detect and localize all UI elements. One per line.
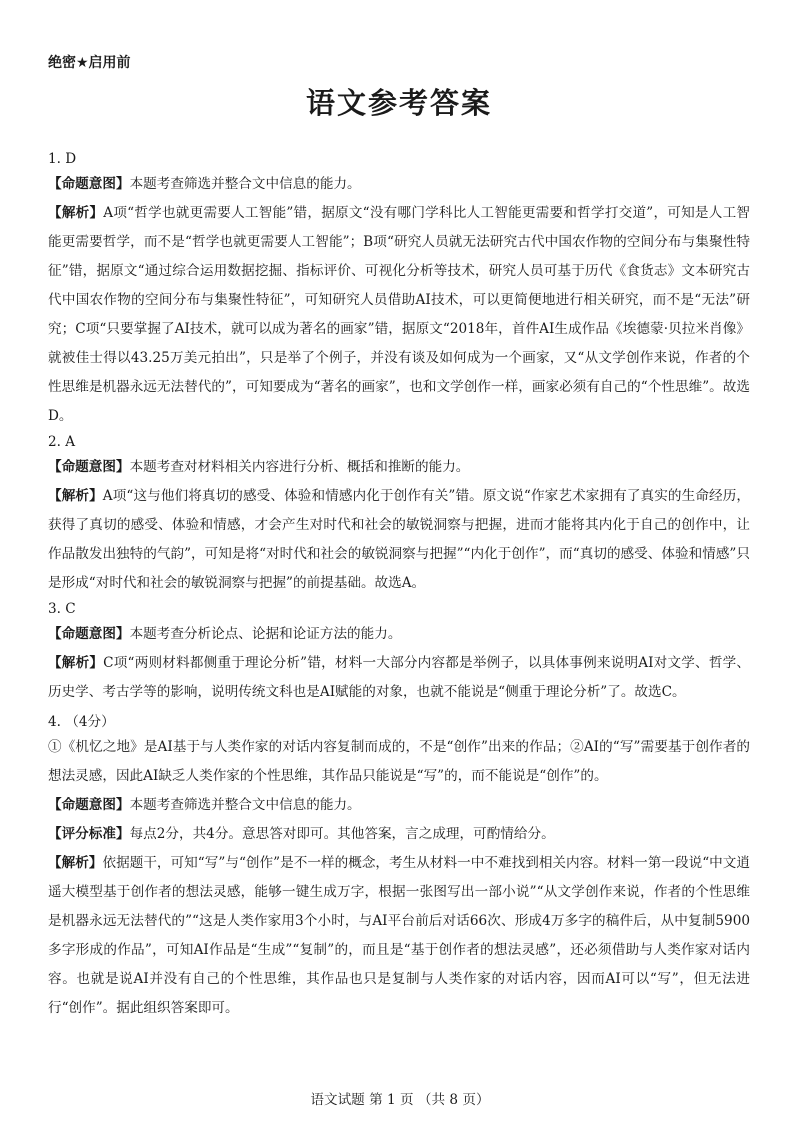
analysis-tag: 【解析】	[48, 655, 104, 671]
analysis-text: 依据题干，可知“写”与“创作”是不一样的概念，考生从材料一中不难找到相关内容。材料一第一段说“中文逍遥大模型基于创作者的想法灵感，能够一键生成万字，根据一张图写出一部小说”“从文学创作来说，作者的个性思维是机器永远无法替代的”“这是人类作家用3个小时，与AI平台前后对话66次、形成4万多字的稿件后，从中复制5900多字形成的作品”，可知AI作品是“生成”“复制”的，而且是“基于创作者的想法灵感”，还必须借助与人类作家对话内容。也就是说AI并没有自己的个性思维，其作品也只是复制与人类作家的对话内容，因而AI可以“写”，但无法进行“创作”。据此组织答案即可。	[48, 855, 751, 1016]
analysis-tag: 【解析】	[48, 205, 104, 221]
question-number: 3. C	[48, 601, 76, 617]
scoring-text: 每点2分，共4分。意思答对即可。其他答案，言之成理，可酌情给分。	[129, 826, 555, 842]
analysis-text: A项“哲学也就更需要人工智能”错，据原文“没有哪门学科比人工智能更需要和哲学打交道”，可知是人工智能更需要哲学，而不是“哲学也就更需要人工智能”；B项“研究人员就无法研究古代中国农作物的空间分布与集聚性特征”错，据原文“通过综合运用数据挖掘、指标评价、可视化分析等技术，研究人员可基于历代《食货志》文本研究古代中国农作物的空间分布与集聚性特征”，可知研究人员借助AI技术，可以更简便地进行相关研究，而不是“无法”研究；C项“只要掌握了AI技术，就可以成为著名的画家”错，据原文“2018年，首件AI生成作品《埃德蒙·贝拉米肖像》就被佳士得以43.25万美元拍出”，只是举了个例子，并没有谈及如何成为一个画家，又“从文学创作来说，作者的个性思维是机器永远无法替代的”，可知要成为“著名的画家”，也和文学创作一样，画家必须有自己的“个性思维”。故选D。	[48, 205, 750, 424]
analysis-text: A项“这与他们将真切的感受、体验和情感内化于创作有关”错。原文说“作家艺术家拥有了真实的生命经历，获得了真切的感受、体验和情感，才会产生对时代和社会的敏锐洞察与把握，进而才能将其内化于自己的创作中，让作品散发出独特的气韵”，可知是将“对时代和社会的敏锐洞察与把握”“内化于创作”，而“真切的感受、体验和情感”只是形成“对时代和社会的敏锐洞察与把握”的前提基础。故选A。	[48, 488, 750, 591]
intent-text: 本题考查筛选并整合文中信息的能力。	[129, 176, 361, 192]
answer-content	[48, 148, 750, 1023]
intent-tag: 【命题意图】	[48, 459, 130, 475]
analysis-paragraph	[48, 199, 750, 431]
intent-text: 本题考查对材料相关内容进行分析、概括和推断的能力。	[129, 459, 470, 475]
question-3	[48, 598, 750, 707]
question-1	[48, 148, 750, 431]
secret-mark: 绝密★启用前	[48, 55, 131, 71]
analysis-tag: 【解析】	[48, 855, 103, 871]
intent-text: 本题考查分析论点、论据和论证方法的能力。	[129, 626, 402, 642]
page-footer: 语文试题 第 1 页 （共 8 页）	[310, 1092, 490, 1108]
intent-tag: 【命题意图】	[48, 626, 130, 642]
intent-paragraph	[48, 453, 750, 482]
intent-tag: 【命题意图】	[48, 176, 130, 192]
analysis-text: C项“两则材料都侧重于理论分析”错，材料一大部分内容都是举例子，以具体事例来说明AI对文学、哲学、历史学、考古学等的影响，说明传统文科也是AI赋能的对象，也就不能说是“侧重于理论分析”了。故选C。	[48, 655, 751, 700]
intent-paragraph	[48, 791, 750, 820]
page-title: 语文参考答案	[305, 86, 492, 120]
scoring-tag: 【评分标准】	[48, 826, 130, 842]
intent-paragraph	[48, 170, 750, 199]
question-number: 1. D	[48, 151, 77, 167]
question-number: 2. A	[48, 434, 76, 450]
analysis-tag: 【解析】	[48, 488, 103, 504]
intent-tag: 【命题意图】	[48, 797, 130, 813]
scoring-paragraph	[48, 820, 750, 849]
analysis-paragraph	[48, 849, 750, 1023]
analysis-paragraph	[48, 649, 750, 707]
answer-paragraph: ①《机忆之地》是AI基于与人类作家的对话内容复制而成的，不是“创作”出来的作品；②AI的“写”需要基于创作者的想法灵感，因此AI缺乏人类作家的个性思维，其作品只能说是“写”的，而不能说是“创作”的。	[48, 739, 750, 784]
question-2	[48, 431, 750, 598]
intent-paragraph	[48, 620, 750, 649]
question-4	[48, 711, 750, 1023]
intent-text: 本题考查筛选并整合文中信息的能力。	[129, 797, 361, 813]
analysis-paragraph	[48, 482, 750, 598]
question-number: 4. （4分）	[48, 714, 115, 730]
